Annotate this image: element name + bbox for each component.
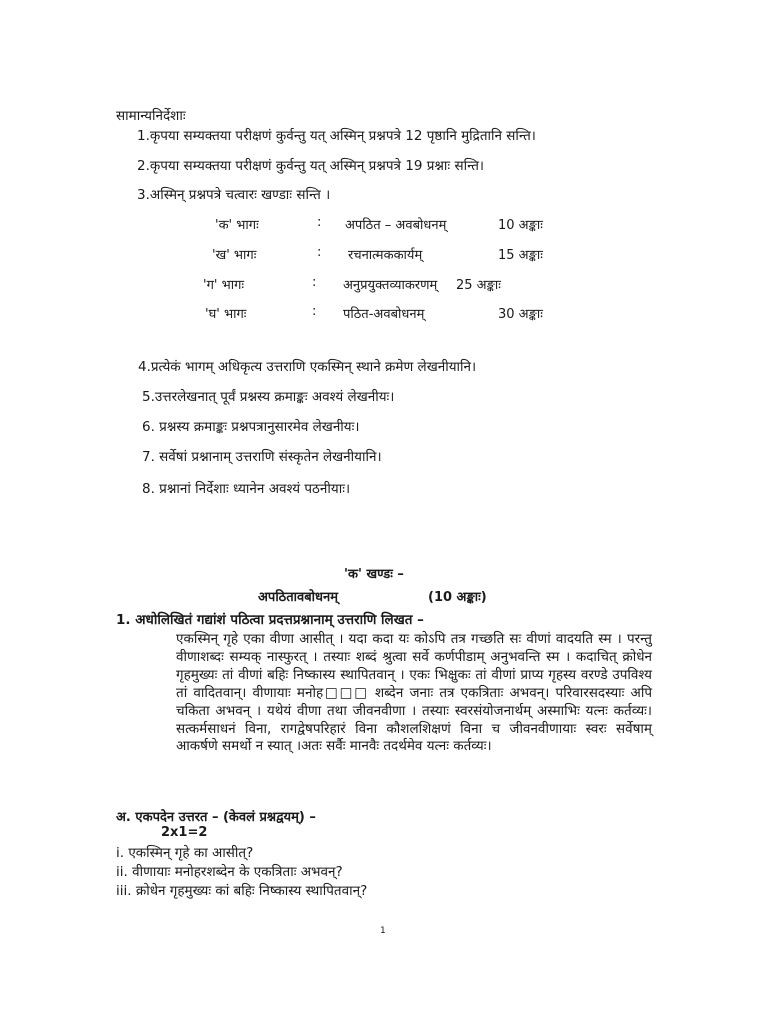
section-name: रचनात्मककार्यम् [348,248,423,263]
section-label: 'ख' भागः [212,248,257,263]
section-separator: : [317,245,322,260]
section-label: 'ग' भागः [203,278,245,293]
instruction-item: 5.उत्तरलेखनात् पूर्वं प्रश्नस्य क्रमाङ्कः अवश्यं लेखनीयः। [142,389,395,405]
section-label: 'घ' भागः [205,307,247,322]
section-name: पठित-अवबोधनम् [343,307,425,322]
question-a-heading: अ. एकपदेन उत्तरत – (केवलं प्रश्नद्वयम्) – [116,810,316,825]
section-marks: 15 अङ्काः [498,248,543,263]
section-marks: 10 अङ्काः [498,218,543,233]
instruction-item: 1.कृपया सम्यक्तया परीक्षणं कुर्वन्तु यत् अस्मिन् प्रश्नपत्रे 12 पृष्ठानि मुद्रितानि सन्ति। [137,128,536,144]
instruction-item: 8. प्रश्नानां निर्देशाः ध्यानेन अवश्यं पठनीयाः। [142,481,351,497]
section-name: अपठित – अवबोधनम् [345,218,447,233]
instruction-item: 3.अस्मिन् प्रश्नपत्रे चत्वारः खण्डाः सन्ति । [137,187,331,203]
instructions-heading: सामान्यनिर्देशाः [116,108,186,124]
instruction-item: 4.प्रत्येकं भागम् अधिकृत्य उत्तराणि एकस्मिन् स्थाने क्रमेण लेखनीयानि। [138,359,477,375]
section-a-marks: (10 अङ्काः) [428,590,487,605]
section-marks: 25 अङ्काः [456,278,501,293]
passage-text: एकस्मिन् गृहे एका वीणा आसीत् । यदा कदा यः कोऽपि तत्र गच्छति सः वीणां वादयति स्म । परन्तु वीणाशब्दः सम्यक् नास्फुरत् । तस्याः शब्दं श्रुत्वा सर्वे कर्णपीडाम् अनुभवन्ति स्म । कदाचित् क्रोधेन गृहमुख्यः तां वीणां बहिः निष्कास्य स्थापितवान् । एकः भिक्षुकः तां वीणां प्राप्य गृहस्य वरण्डे उपविश्य तां वादितवान्। वीणायाः मनोह□□□ शब्देन जनाः तत्र एकत्रिताः अभवन्। परिवारसदस्याः अपि चकिता अभवन् । यथेयं वीणा तथा जीवनवीणा । तस्याः स्वरसंयोजनार्थम् अस्माभिः यत्नः कर्तव्यः। सत्कर्मसाधनं विना, रागद्वेषपरिहारं विना कौशलशिक्षणं विना च जीवनवीणायाः स्वरः सर्वेषाम् आकर्षणे समर्थो न स्यात् ।अतः सर्वैः मानवैः तदर्थमेव यत्नः कर्तव्यः। [176,631,652,755]
instruction-item: 2.कृपया सम्यक्तया परीक्षणं कुर्वन्तु यत् अस्मिन् प्रश्नपत्रे 19 प्रश्नाः सन्ति। [137,158,485,174]
instruction-item: 6. प्रश्नस्य क्रमाङ्कः प्रश्नपत्रानुसारमेव लेखनीयः। [142,419,360,435]
section-separator: : [312,275,317,290]
sub-question: iii. क्रोधेन गृहमुख्यः कां बहिः निष्कास्य स्थापितवान्? [116,883,368,899]
section-name: अनुप्रयुक्तव्याकरणम् [343,278,438,293]
reading-passage [116,631,652,756]
section-a-title: 'क' खण्डः – [344,567,404,582]
section-marks: 30 अङ्काः [498,307,543,322]
question-1: 1. अधोलिखितं गद्यांशं पठित्वा प्रदत्तप्रश्नानाम् उत्तराणि लिखत – [116,612,424,628]
instruction-item: 7. सर्वेषां प्रश्नानाम् उत्तराणि संस्कृतेन लेखनीयानि। [142,449,382,465]
sub-question: ii. वीणायाः मनोहरशब्देन के एकत्रिताः अभवन्? [116,864,343,880]
sub-question: i. एकस्मिन् गृहे का आसीत्? [116,845,254,861]
section-label: 'क' भागः [215,218,259,233]
section-separator: : [317,215,322,230]
page-number: 1 [380,926,386,936]
section-separator: : [312,304,317,319]
question-a-marks: 2x1=2 [161,825,208,840]
section-a-subtitle: अपठितावबोधनम् [258,590,339,605]
